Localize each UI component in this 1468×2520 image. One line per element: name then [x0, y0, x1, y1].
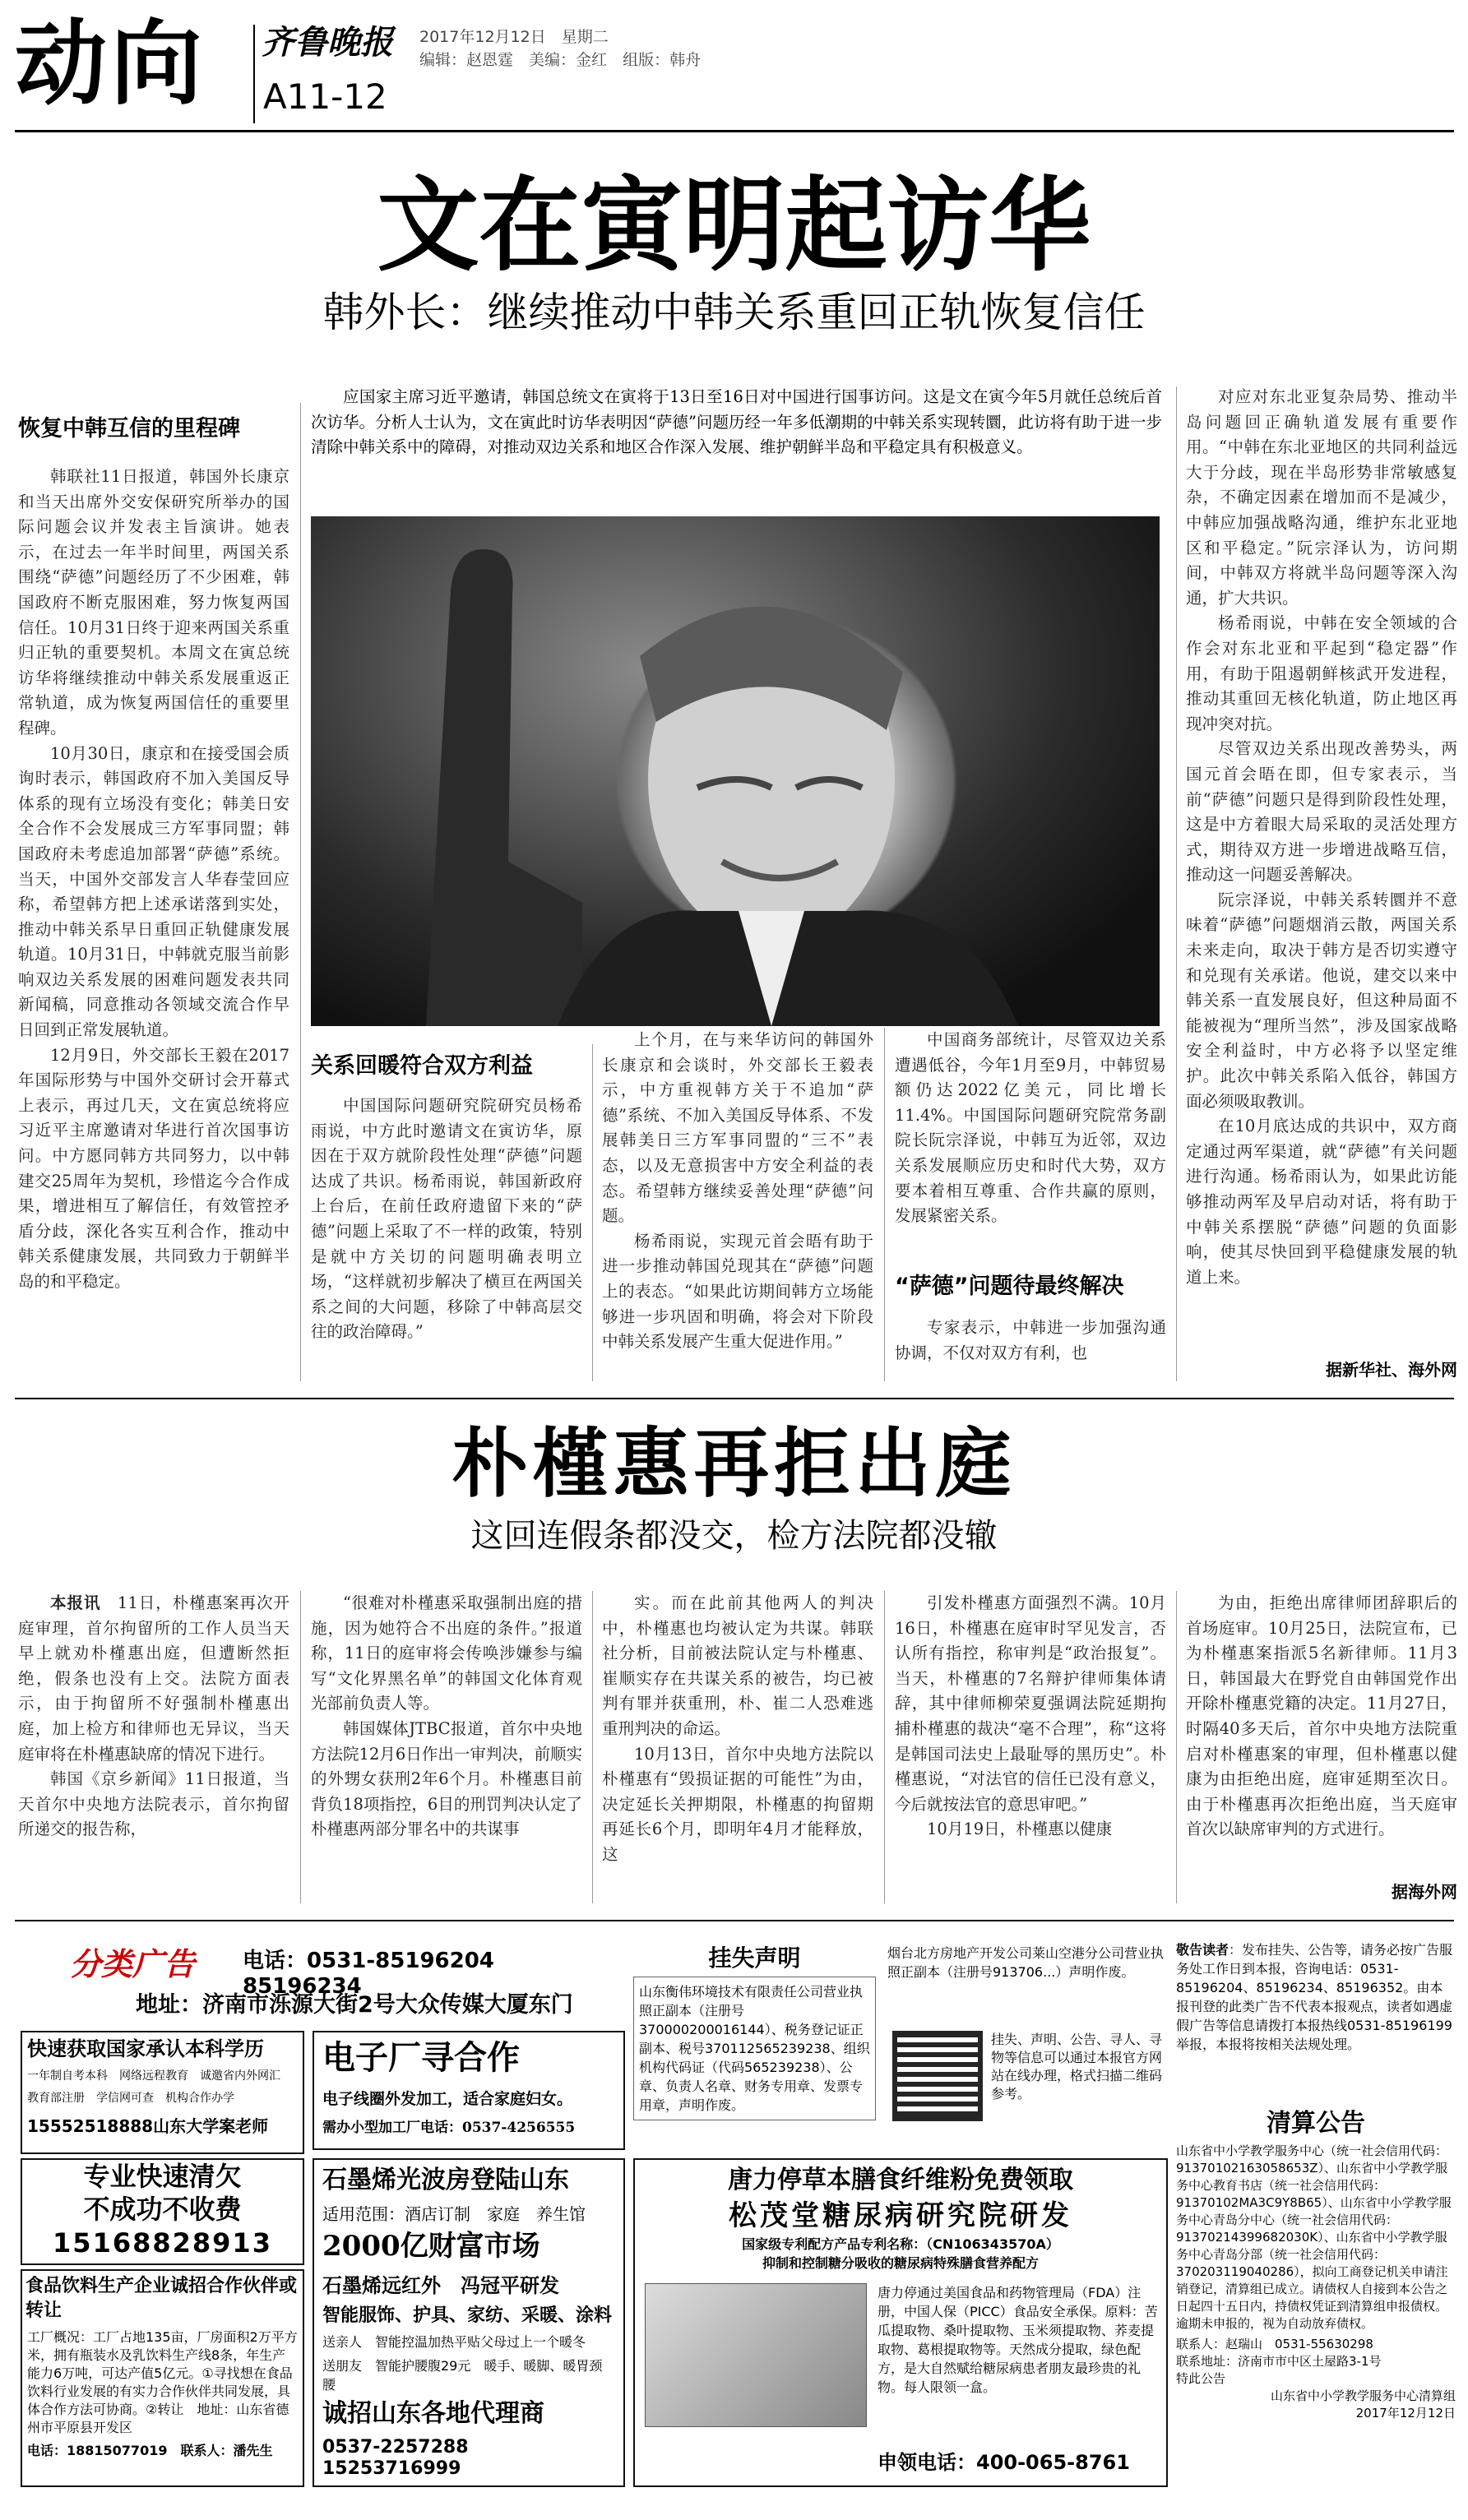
page-number: A11-12	[263, 76, 387, 117]
paper-logo: 齐鲁晚报	[262, 23, 393, 62]
tcm-line2: 抑制和控制糖分吸收的糖尿病特殊膳食营养配方	[762, 2255, 1039, 2271]
story1-col3	[602, 1028, 873, 1381]
paragraph: 尽管双边关系出现改善势头，两国元首会晤在即，但专家表示，当前“萨德”问题只是得到阶段性处理，这是中方着眼大局采取的灵活处理方式，期待双方进一步增进战略互信，推动这一问题妥善解决。	[1186, 739, 1457, 885]
paragraph: “很难对朴槿惠采取强制出庭的措施，因为她符合不出庭的条件。”报道称，11日的庭审将会传唤涉嫌参与编写“文化界黑名单”的韩国文化体育观光部前负责人等。	[311, 1593, 582, 1713]
paragraph-text: 11日，朴槿惠案再次开庭审理，首尔拘留所的工作人员当天早上就劝朴槿惠出庭，但遭断然拒绝，假条也没有上交。法院方面表示，由于拘留所不好强制朴槿惠出庭，加上检方和律师也无异议，当天庭审将在朴槿惠缺席的情况下进行。	[18, 1593, 289, 1764]
story1-col4-heading: “萨德”问题待最终解决	[895, 1274, 1124, 1299]
paragraph: 在10月底达成的共识中，双方商定通过两军渠道，就“萨德”有关问题进行沟通。杨希雨认为，如果此访能够推动两军及早启动对话，将有助于中韩关系摆脱“萨德”问题的负面影响，使其尽快回到平稳健康发展的轨道上来。	[1186, 1117, 1457, 1287]
warning-title: 敬告读者	[1176, 1942, 1230, 1958]
electronics-line1: 电子线圈外发加工，适合家庭妇女。	[322, 2090, 573, 2108]
tcm-subtitle: 松茂堂糖尿病研究院研发	[729, 2199, 1072, 2232]
food-contact: 电话：18815077019 联系人：潘先生	[27, 2443, 273, 2458]
lost-title: 挂失声明	[708, 1944, 801, 1972]
food-body: 工厂概况：工厂占地135亩，厂房面积2万平方米，拥有瓶装水及乳饮料生产线8条，年生产能力6万吨，可达产值5亿元。①寻找想在食品饮料行业发展的有实力合作伙伴共同发展，具体合作方法可协商。②转让 地址：山东省德州市平原县开发区	[27, 2329, 298, 2435]
story1-col1-heading: 恢复中韩互信的里程碑	[18, 416, 240, 442]
story2-col1	[18, 1591, 289, 1903]
warning-text: 敬告读者：发布挂失、公告等，请务必按广告服务处工作日到本报，咨询电话：0531-85196204、85196234、85196352。由本报刊登的此类广告不代表本报观点，读者如遇虚假广告等信息请拨打本报热线0531-85196199举报，本报将按相关法规处理。	[1176, 1942, 1453, 2052]
phone-number: 0531-85196204 85196234	[243, 1949, 516, 1999]
paragraph: 中国国际问题研究院研究员杨希雨说，中方此时邀请文在寅访华，原因在于双方就阶段性处理“萨德”问题达成了共识。杨希雨说，韩国新政府上台后，在前任政府遗留下来的“萨德”问题上采取了不一样的政策，特别是就中方关切的问题明确表明立场，“这样就初步解决了横亘在两国关系之间的大问题，移除了中韩高层交往的政治障碍。”	[311, 1096, 582, 1342]
tcm-title: 唐力停草本膳食纤维粉免费领取	[728, 2166, 1073, 2194]
story1-col4b	[895, 1315, 1166, 1381]
debt-line2: 不成功不收费	[83, 2194, 242, 2225]
story2-subheadline: 这回连假条都没交，检方法院都没辙	[470, 1517, 998, 1555]
photo-figure	[311, 516, 1160, 1026]
debt-phone: 15168828913	[53, 2227, 272, 2259]
liquidation-notice	[1176, 2105, 1456, 2491]
paragraph: 上个月，在与来华访问的韩国外长康京和会谈时，外交部长王毅表示，中方重视韩方关于不追加“萨德”系统、不加入美国反导体系、不发展韩美日三方军事同盟的“三不”表态，以及无意损害中方安全利益的表态。希望韩方继续妥善处理“萨德”问题。	[602, 1030, 873, 1226]
story2-col5	[1186, 1591, 1457, 1879]
paragraph: 韩国《京乡新闻》11日报道，当天首尔中央地方法院表示，首尔拘留所递交的报告称，	[18, 1769, 289, 1839]
story1-col5	[1186, 385, 1457, 1355]
edu-ad	[21, 2031, 304, 2154]
typeset-credit: 组版：韩舟	[623, 51, 702, 69]
graphene-phones: 0537-2257288 15253716999	[322, 2437, 487, 2479]
classified-header	[21, 1932, 625, 2023]
lost-notice	[633, 1940, 876, 2154]
graphene-ad	[313, 2158, 625, 2487]
designer-credit: 美编：金红	[529, 51, 608, 69]
tcm-ad	[633, 2158, 1168, 2487]
liquidation-signer: 山东省中小学教学服务中心清算组	[1270, 2388, 1456, 2403]
paragraph: 杨希雨说，中韩在安全领域的合作会对东北亚和平起到“稳定器”作用，有助于阻遏朝鲜核武开发进程，推动其重回无核化轨道，防止地区再现冲突对抗。	[1186, 613, 1457, 733]
graphene-line5: 送朋友 智能护腰腹29元 暖手、暖脚、暖胃颈腰	[322, 2358, 603, 2393]
food-ad	[21, 2269, 304, 2487]
credits	[419, 48, 831, 69]
paragraph: 引发朴槿惠方面强烈不满。10月16日，朴槿惠在庭审时罕见发言，否认所有指控，称审判是“政治报复”。当天，朴槿惠的7名辩护律师集体请辞，其中律师柳荣夏强调法院延期拘捕朴槿惠的裁决“毫不合理”，称“这将是韩国司法史上最耻辱的黑历史”。朴槿惠说，“对法官的信任已没有意义，今后就按法官的意思审吧。”	[895, 1593, 1166, 1814]
editor-credit: 编辑：赵恩霆	[419, 51, 514, 69]
warning-body: 发布挂失、公告等，请务必按广告服务处工作日到本报，咨询电话：0531-85196204、85196234、85196352。由本报刊登的此类广告不代表本报观点，读者如遇虚假广告等信息请拨打本报热线0531-85196199举报，本报将按相关法规处理。	[1176, 1942, 1453, 2052]
electronics-line2: 需办小型加工厂电话：0537-4256555	[322, 2120, 576, 2136]
liquidation-title: 清算公告	[1267, 2109, 1365, 2138]
tcm-line1: 国家级专利配方产品专利名称：（CN106343570A）	[742, 2236, 1059, 2252]
paragraph: 10月30日，康京和在接受国会质询时表示，韩国政府不加入美国反导体系的现有立场没有变化；韩美日安全合作不会发展成三方军事同盟；韩国政府未考虑追加部署“萨德”系统。当天，中国外交部发言人华春莹回应称，希望韩方把上述承诺落到实处，推动中韩关系早日重回正轨健康发展轨道。10月31日，中韩就克服当前影响双边关系发展的困难问题发表共同新闻稿，同意推动各领域交流合作早日回到正常发展轨道。	[18, 743, 289, 1040]
paragraph: 12月9日，外交部长王毅在2017年国际形势与中国外交研讨会开幕式上表示，再过几天，文在寅总统将应习近平主席邀请对华进行首次国事访问。中方愿同韩方共同努力，以中韩建交25周年为契机，珍惜迄今合作成果，增进相互了解信任，有效管控矛盾分歧，深化各实互利合作，推动中韩关系健康发展，共同致力于朝鲜半岛的和平稳定。	[18, 1045, 289, 1291]
masthead-rule	[15, 130, 1454, 132]
classified-phone	[243, 1944, 621, 1999]
story2-source: 据海外网	[1392, 1882, 1457, 1902]
paragraph	[18, 1591, 289, 1767]
liquidation-address: 联系地址：济南市市中区土屋路3-1号	[1176, 2354, 1382, 2369]
debt-line1: 专业快速清欠	[83, 2161, 242, 2192]
graphene-line4: 送亲人 智能控温加热平贴父母过上一个暖冬	[322, 2334, 586, 2350]
property-notice	[884, 1940, 1168, 2154]
graphene-market: 2000亿财富市场	[322, 2230, 540, 2263]
food-title: 食品饮料生产企业诚招合作伙伴或转让	[25, 2276, 298, 2321]
edu-line: 教育部注册 学信网可查 机构合作办学	[27, 2092, 234, 2105]
paragraph: 中国商务部统计，尽管双边关系遭遇低谷，今年1月至9月，中韩贸易额仍达2022亿美元，同比增长11.4%。中国国际问题研究院常务副院长阮宗泽说，中韩互为近邻，双边关系发展顺应历史和时代大势，双方要本着相互尊重、合作共赢的原则，发展紧密关系。	[895, 1030, 1166, 1226]
story1-source: 据新华社、海外网	[1326, 1360, 1457, 1380]
electronics-ad	[313, 2031, 625, 2150]
product-box-image	[645, 2283, 867, 2427]
date-text: 2017年12月12日	[419, 28, 546, 46]
story-divider	[15, 1398, 1454, 1399]
lost-body: 山东衡伟环境技术有限责任公司营业执照正副本（注册号370000200016144）、税务登记证正副本、税号370112565239238、组织机构代码证（代码565239238）、公章、负责人名章、财务专用章、发票专用章，声明作废。	[633, 1977, 876, 2120]
classified-title: 分类广告	[70, 1946, 196, 1982]
tcm-hotline	[878, 2446, 1161, 2479]
story2-col3	[602, 1591, 873, 1903]
weekday-text: 星期二	[561, 28, 609, 46]
property-body: 烟台北方房地产开发公司莱山空港分公司营业执照正副本（注册号913706...）声明作废。	[887, 1945, 1165, 1980]
story1-col2-heading: 关系回暖符合双方利益	[311, 1053, 533, 1079]
story2-col4	[895, 1591, 1166, 1903]
byline: 本报讯	[50, 1593, 101, 1612]
story1-col4	[895, 1028, 1166, 1266]
classified-address: 地址：济南市泺源大街2号大众传媒大厦东门	[136, 1992, 573, 2018]
graphene-title: 石墨烯光波房登陆山东	[322, 2166, 569, 2194]
property-notice-text: 挂失、声明、公告、寻人、寻物等信息可以通过本报官方网站在线办理，格式扫描二维码参考。	[991, 2032, 1163, 2102]
moon-photo	[311, 516, 1160, 1026]
hotline-label: 申领电话：	[878, 2451, 976, 2474]
paragraph: 10月19日，朴槿惠以健康	[927, 1819, 1113, 1839]
graphene-scope: 适用范围：酒店订制 家庭 养生馆	[322, 2204, 586, 2224]
phone-label: 电话：	[243, 1949, 308, 1973]
story2-col2	[311, 1591, 582, 1903]
story1-subheadline: 韩外长：继续推动中韩关系重回正轨恢复信任	[322, 289, 1146, 336]
story2-headline: 朴槿惠再拒出庭	[452, 1419, 1016, 1508]
paragraph: 阮宗泽说，中韩关系转圜并不意味着“萨德”问题烟消云散，两国关系未来走向，取决于韩方是否切实遵守和兑现有关承诺。他说，建交以来中韩关系一直发展良好，但这种局面不能被视为“理所当然”，涉及国家战略安全利益时，中方必将予以坚定维护。此次中韩关系陷入低谷，韩国方面必须吸取教训。	[1186, 890, 1457, 1111]
qr-code-icon	[892, 2031, 983, 2121]
section-title: 动向	[15, 11, 206, 118]
edu-phone: 15552518888山东大学案老师	[27, 2116, 269, 2136]
graphene-line3: 智能服饰、护具、家纺、采暖、涂料	[322, 2305, 613, 2326]
hotline-number: 400-065-8761	[976, 2451, 1130, 2474]
graphene-line2: 石墨烯远红外 冯冠平研发	[322, 2274, 559, 2297]
paragraph: 杨希雨说，实现元首会晤有助于进一步推动韩国兑现其在“萨德”问题上的表态。“如果此访期间韩方立场能够进一步巩固和明确，将会对下阶段中韩关系发展产生重大促进作用。”	[602, 1231, 873, 1352]
debt-ad	[21, 2158, 304, 2265]
liquidation-body: 山东省中小学教学服务中心（统一社会信用代码：91370102163058653Z）、山东省中小学教学服务中心教育书店（统一社会信用代码：91370102MA3C9Y8B65）、山东省中小学教学服务中心青岛分中心（统一社会信用代码：91370214399682030K）、山东省中小学教学服务中心青岛分部（统一社会信用代码：370203119040286），拟向工商登记机关申请注销登记，清算组已成立。请债权人自接到本公告之日起四十五日内，持债权凭证到清算组申报债权。逾期未申报的，视为自动放弃债权。	[1176, 2143, 1452, 2331]
liquidation-special: 特此公告	[1176, 2371, 1226, 2386]
story1-col1	[18, 465, 289, 1369]
electronics-title: 电子厂寻合作	[322, 2039, 520, 2077]
edu-title: 快速获取国家承认本科学历	[27, 2037, 264, 2060]
tcm-body: 唐力停通过美国食品和药物管理局（FDA）注册，中国人保（PICC）食品安全承保。原料：苦瓜提取物、桑叶提取物、玉米须提取物、荞麦提取物、葛根提取物等。天然成分提取，绿色配方，是大自然赋给糖尿病患者朋友最珍贵的礼物。每人限领一盒。	[878, 2285, 1158, 2395]
graphene-agent: 诚招山东各地代理商	[322, 2399, 544, 2428]
story1-lede: 应国家主席习近平邀请，韩国总统文在寅将于13日至16日对中国进行国事访问。这是文在寅今年5月就任总统后首次访华。分析人士认为，文在寅此时访华表明因“萨德”问题历经一年多低潮期的中韩关系实现转圜，此访将有助于进一步清除中韩关系中的障碍，对推动双边关系和地区合作深入发展、维护朝鲜半岛和平稳定具有积极意义。	[311, 387, 1162, 457]
paragraph: 为由，拒绝出席律师团辞职后的首场庭审。10月25日，法院宣布，已为朴槿惠案指派5名新律师。11月3日，韩国最大在野党自由韩国党作出开除朴槿惠党籍的决定。11月27日，时隔40多天后，首尔中央地方法院重启对朴槿惠案的审理，但朴槿惠以健康为由拒绝出庭，庭审延期至次日。由于朴槿惠再次拒绝出庭，当天庭审首次以缺席审判的方式进行。	[1186, 1593, 1457, 1839]
paragraph: 实。而在此前其他两人的判决中，朴槿惠也均被认定为共谋。韩联社分析，目前被法院认定与朴槿惠、崔顺实存在共谋关系的被告，均已被判有罪并获重刑，朴、崔二人恐难逃重刑判决的命运。	[602, 1593, 873, 1738]
paragraph: 韩联社11日报道，韩国外长康京和当天出席外交安保研究所举办的国际问题会议并发表主旨演讲。她表示，在过去一年半时间里，两国关系围绕“萨德”问题经历了不少困难，韩国政府不断克服困难，努力恢复两国信任。10月31日终于迎来两国关系重归正轨的重要契机。本周文在寅总统访华将继续推动中韩关系发展重返正常轨道，成为恢复两国信任的重要里程碑。	[18, 467, 289, 738]
warning-notice	[1176, 1940, 1456, 2097]
story1-col2	[311, 1094, 582, 1381]
liquidation-contact: 联系人：赵瑞山 0531-55630298	[1176, 2337, 1373, 2351]
edu-line: 一年制自考本科 网络远程教育 诚邀省内外网汇	[27, 2069, 280, 2083]
paragraph: 对应对东北亚复杂局势、推动半岛问题回正确轨道发展有重要作用。“中韩在东北亚地区的共同利益远大于分歧，现在半岛形势非常敏感复杂，不确定因素在增加而不是减少，中韩应加强战略沟通，维护东北亚地区和平稳定。”阮宗泽认为，访问期间，中韩双方将就半岛问题等深入沟通，扩大共识。	[1186, 387, 1457, 608]
ads-divider	[15, 1920, 1454, 1921]
paragraph: 韩国媒体JTBC报道，首尔中央地方法院12月6日作出一审判决，前顺实的外甥女获刑2年6个月。朴槿惠目前背负18项指控，6目的刑罚判决认定了朴槿惠两部分罪名中的共谋事	[311, 1718, 582, 1839]
paragraph: 10月13日，首尔中央地方法院以朴槿惠有“毁损证据的可能性”为由，决定延长关押期限，朴槿惠的拘留期再延长6个月，即明年4月才能释放，这	[602, 1744, 873, 1864]
liquidation-date: 2017年12月12日	[1355, 2406, 1456, 2421]
paragraph: 专家表示，中韩进一步加强沟通协调，不仅对双方有利，也	[895, 1318, 1166, 1362]
issue-date	[419, 25, 715, 46]
story1-headline: 文在寅明起访华	[377, 166, 1091, 285]
